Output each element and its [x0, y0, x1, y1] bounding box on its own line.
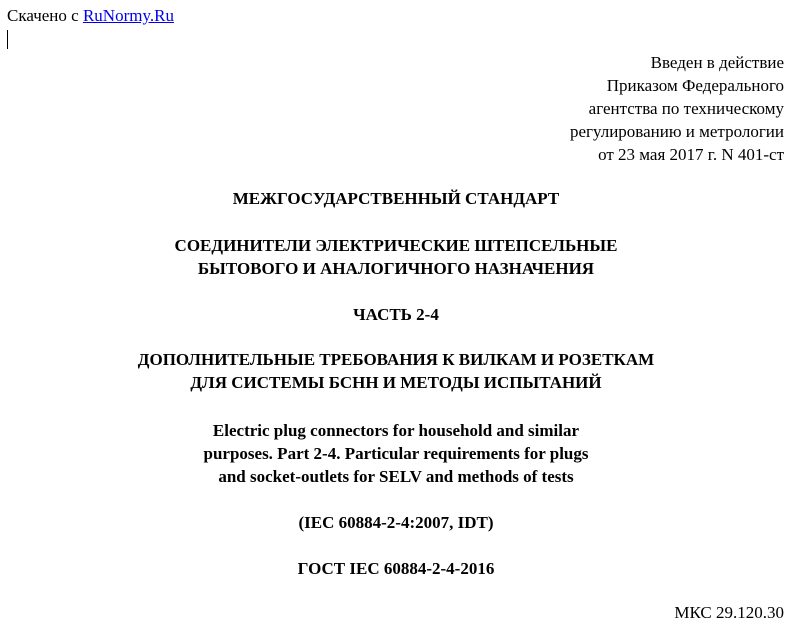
title-russian	[0, 234, 792, 280]
mks-code: МКС 29.120.30	[674, 603, 784, 622]
iec-reference	[0, 511, 792, 534]
subtitle-russian-line: ДЛЯ СИСТЕМЫ БСНН И МЕТОДЫ ИСПЫТАНИЙ	[190, 373, 602, 392]
runormy-link[interactable]: RuNormy.Ru	[82, 6, 174, 25]
title-english-line: purposes. Part 2-4. Particular requirements for plugs	[203, 444, 589, 463]
title-english-line: and socket-outlets for SELV and methods of tests	[218, 467, 574, 486]
gost-designation	[0, 557, 792, 580]
part-heading	[0, 303, 792, 326]
iec-reference-text: (IEC 60884-2-4:2007, IDT)	[298, 513, 494, 532]
subtitle-russian-line: ДОПОЛНИТЕЛЬНЫЕ ТРЕБОВАНИЯ К ВИЛКАМ И РОЗЕТКАМ	[137, 350, 655, 369]
title-english	[0, 419, 792, 488]
title-english-line: Electric plug connectors for household and similar	[212, 421, 580, 440]
enactment-line: от 23 мая 2017 г. N 401-ст	[598, 145, 784, 164]
interstate-standard-text: МЕЖГОСУДАРСТВЕННЫЙ СТАНДАРТ	[232, 189, 560, 208]
part-text: ЧАСТЬ 2-4	[353, 305, 439, 324]
enactment-line: Приказом Федерального	[606, 76, 784, 95]
title-russian-line: БЫТОВОГО И АНАЛОГИЧНОГО НАЗНАЧЕНИЯ	[197, 259, 595, 278]
subtitle-russian	[0, 348, 792, 394]
interstate-standard-heading	[0, 187, 792, 210]
text-cursor	[7, 30, 8, 49]
gost-designation-text: ГОСТ IEC 60884-2-4-2016	[297, 559, 495, 578]
title-russian-line: СОЕДИНИТЕЛИ ЭЛЕКТРИЧЕСКИЕ ШТЕПСЕЛЬНЫЕ	[174, 236, 618, 255]
enactment-notice	[570, 51, 784, 166]
download-source-line	[7, 6, 174, 26]
download-prefix: Скачено с	[7, 6, 83, 25]
enactment-line: Введен в действие	[650, 53, 784, 72]
enactment-line: регулированию и метрологии	[569, 122, 784, 141]
enactment-line: агентства по техническому	[588, 99, 784, 118]
